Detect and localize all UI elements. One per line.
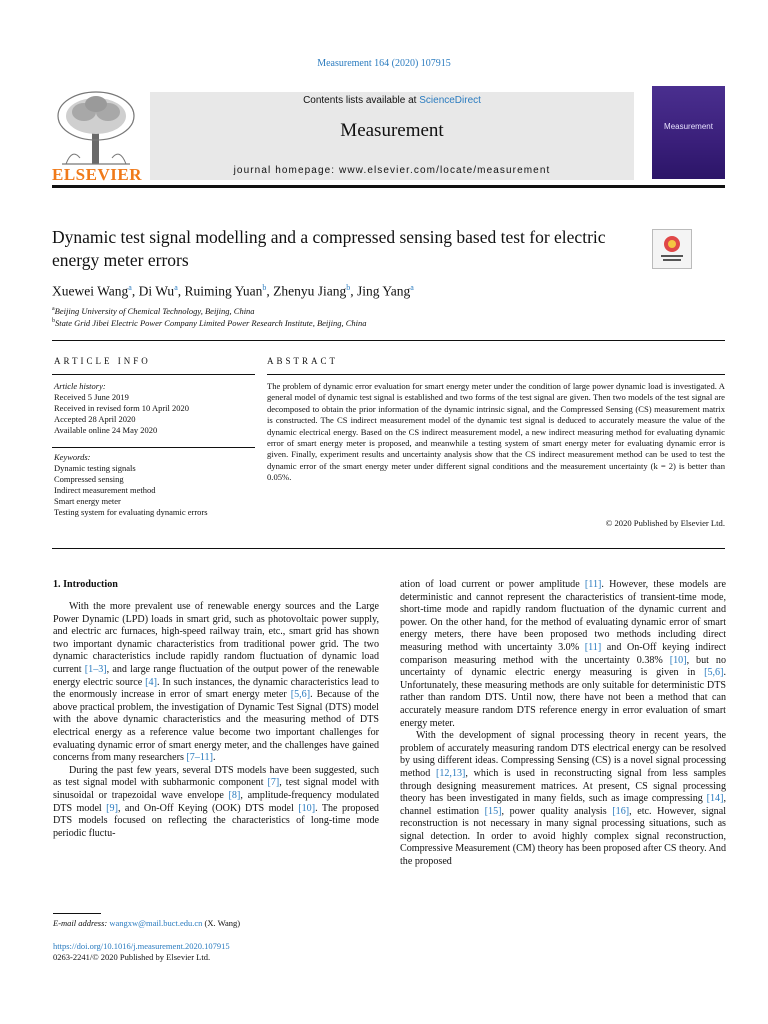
affiliation-marker[interactable]: a: [410, 283, 414, 292]
history-item: Received 5 June 2019: [54, 392, 129, 402]
reference-link[interactable]: [10]: [669, 654, 687, 666]
affiliation-marker[interactable]: b: [262, 283, 267, 292]
corresponding-author-footnote: [53, 918, 240, 928]
keyword: Indirect measurement method: [54, 485, 156, 495]
article-info-heading: ARTICLE INFO: [54, 356, 151, 366]
contents-prefix: Contents lists available at: [303, 95, 420, 106]
affiliation-marker[interactable]: b: [346, 283, 351, 292]
body-text: , and On-Off Keying (OOK) DTS model: [117, 802, 299, 814]
body-text: , amplitude-frequency modulated DTS model: [53, 789, 379, 814]
divider: [267, 374, 725, 375]
email-label: E-mail address:: [53, 918, 108, 928]
author-list: Xuewei Wang$^a$, Di Wu$^a$, Ruiming Yuan$^b$, Zhenyu Jiang$^b$, Jing Yang$^a$: [52, 283, 414, 299]
body-text: , channel estimation: [400, 793, 726, 817]
elsevier-wordmark: ELSEVIER: [52, 165, 142, 184]
body-text: and On-Off keying indirect comparison measuring method with the uncertainty 0.38%: [400, 641, 727, 666]
body-text: .: [212, 752, 216, 764]
body-column-right: [400, 579, 726, 869]
reference-link[interactable]: [11]: [584, 579, 602, 590]
author-name[interactable]: Jing Yang: [357, 283, 411, 299]
sciencedirect-link[interactable]: ScienceDirect: [419, 95, 481, 106]
keyword: Testing system for evaluating dynamic errors: [54, 507, 208, 517]
reference-link[interactable]: [5,6]: [704, 667, 724, 679]
reference-link[interactable]: [8]: [228, 789, 241, 801]
body-text: . Unfortunately, these measuring methods are only suitable for deterministic DTS rather than random DTS. Until now, there have not been a method that can accurately measure random DTS reference energy in error evaluation of smart energy meter.: [400, 667, 726, 729]
keyword: Smart energy meter: [54, 496, 121, 506]
reference-link[interactable]: [14]: [706, 793, 724, 805]
affiliation: [52, 306, 255, 316]
reference-link[interactable]: [4]: [145, 676, 157, 688]
email-link[interactable]: wangxw@mail.buct.edu.cn: [109, 918, 203, 928]
body-text: , which is used in reconstructing signal from less samples through designing measurement matrices. At present, CS signal processing theory has been investigated in many fields, such as image compressing: [400, 767, 726, 805]
journal-homepage[interactable]: journal homepage: www.elsevier.com/locate/measurement: [233, 165, 551, 176]
abstract-heading: ABSTRACT: [267, 356, 339, 366]
body-paragraph: [400, 730, 726, 869]
section-divider: [52, 340, 725, 341]
reference-link[interactable]: [7]: [267, 777, 280, 789]
header-divider: [52, 185, 725, 188]
keywords-label: Keywords:: [54, 452, 91, 462]
reference-link[interactable]: [10]: [298, 802, 316, 814]
journal-banner: [150, 92, 634, 180]
body-paragraph: [53, 601, 379, 765]
affiliation-key: a: [52, 306, 55, 313]
author-name[interactable]: Di Wu: [138, 283, 175, 299]
author-name[interactable]: Xuewei Wang: [52, 283, 129, 299]
body-text: With the more prevalent use of renewable energy sources and the Large Power Dynamic (LPD) loads in smart grid, such as photovoltaic power supply, and electric arc furnaces, high-speed railway train, etc., smart grid has shown two important dynamic characteristics from traditional power grid. The two dynamic characteristics include rapidly random fluctuation of dynamic load current: [53, 601, 379, 675]
affiliation: [52, 318, 367, 328]
body-text: , etc. However, signal reconstruction is not necessary in many signal processing situations, such as signal detection. In order to avoid highly complex signal reconstruction, Compressive Measurement (CM) theory has been proposed after CS theory. And the proposed: [400, 805, 726, 868]
author-name[interactable]: Zhenyu Jiang: [273, 283, 347, 299]
paper-title: Dynamic test signal modelling and a compressed sensing based test for electric energy meter errors: [52, 227, 606, 270]
reference-link[interactable]: [7–11]: [186, 752, 213, 764]
history-item: Available online 24 May 2020: [54, 425, 158, 435]
body-text: ation of load current or power amplitude: [400, 579, 585, 590]
contents-line: [150, 95, 634, 106]
divider: [52, 447, 255, 448]
body-paragraph: [400, 579, 726, 730]
affiliation-text: State Grid Jibei Electric Power Company Limited Power Research Institute, Beijing, China: [55, 318, 367, 328]
journal-title: Measurement: [340, 120, 444, 141]
body-text: , but no uncertainty of dynamic electric energy measuring is given in: [400, 654, 726, 679]
affiliation-marker[interactable]: a: [174, 283, 178, 292]
keywords: [54, 452, 254, 518]
body-text: . Because of the above practical problem, the investigation of Dynamic Test Signal (DTS) model with the above dynamic characteristics and the measuring method of DTS electrical energy as a reference value become two important challenges for evaluating dynamic error of smart energy meter, and the challenges have gained concerns from many researchers: [53, 689, 379, 764]
check-for-updates-icon: [653, 230, 691, 268]
article-history: [54, 381, 254, 436]
body-text: . The proposed DTS models focused on reflecting the characteristics of long-time mode periodic fluctu-: [53, 802, 379, 839]
body-text: . In such instances, the dynamic characteristics lead to the enormously increase in error of smart energy meter: [53, 676, 379, 701]
keyword: Compressed sensing: [54, 474, 124, 484]
issn-copyright: 0263-2241/© 2020 Published by Elsevier Ltd.: [53, 952, 211, 962]
divider: [52, 374, 255, 375]
reference-link[interactable]: [15]: [484, 805, 502, 817]
reference-link[interactable]: [16]: [612, 805, 630, 817]
reference-link[interactable]: [9]: [106, 802, 118, 814]
body-text: . However, these models are deterministic and cannot represent the characteristics of transient-time mode, short-time mode and rapidly random fluctuation of the dynamic current and power. On the other hand, for the method of evaluating dynamic error of smart energy meters, there have been proposed two methods including direct measuring method with uncertainty 3.0%: [400, 579, 726, 653]
body-paragraph: [53, 765, 379, 841]
history-item: Accepted 28 April 2020: [54, 414, 136, 424]
abstract-text: The problem of dynamic error evaluation for smart energy meter under the condition of large power dynamic load is investigated. A general model of dynamic test signal is established and two forms of the test signal are given. Then two models of the test signal are decomposed to obtain the prior information of the dynamic intrinsic signal, and the Compressed Sensing (CS) measurement matrix is constructed. The CS indirect measurement model of the dynamic test signal is deduced to accurately measure the value of the dynamic electrical energy. Based on the CS indirect measurement model, a new indirect measuring method for evaluating dynamic error of smart energy meter is proposed, and meanwhile a testing system of smart energy meter for evaluating dynamic error is given. Finally, experiment results and uncertainty analysis show that the CS indirect measurement method can be used to test the dynamic error of the smart energy meter under different signal conditions and the measurement uncertainty (k = 2) is better than 0.05%.: [267, 381, 725, 483]
body-text: , power quality analysis: [501, 805, 613, 817]
check-for-updates-badge[interactable]: [652, 229, 692, 269]
cover-title: Measurement: [664, 122, 713, 131]
reference-link[interactable]: [11]: [584, 641, 602, 653]
doi-link[interactable]: https://doi.org/10.1016/j.measurement.2020.107915: [53, 941, 230, 951]
affiliation-text: Beijing University of Chemical Technology, Beijing, China: [54, 306, 255, 316]
journal-citation-link[interactable]: Measurement 164 (2020) 107915: [317, 58, 451, 69]
body-text: With the development of signal processing theory in recent years, the problem of accurately measuring random DTS electrical energy can be resolved by using different ideas. Compressing Sensing (CS) is a novel signal processing method: [400, 730, 726, 779]
keyword: Dynamic testing signals: [54, 463, 136, 473]
affiliation-marker[interactable]: a: [128, 283, 132, 292]
section-heading: 1. Introduction: [53, 579, 118, 590]
author-name[interactable]: Ruiming Yuan: [184, 283, 263, 299]
body-text: , test signal model with sinusoidal or trapezoidal wave envelope: [53, 777, 379, 801]
body-text: During the past few years, several DTS models have been suggested, such as test signal model with subharmonic component: [53, 764, 379, 789]
body-column-left: [53, 601, 379, 840]
reference-link[interactable]: [5,6]: [290, 689, 311, 701]
history-item: Received in revised form 10 April 2020: [54, 403, 190, 413]
body-text: , and large range fluctuation of the output power of the renewable energy electric source: [53, 663, 379, 688]
history-label: Article history:: [54, 381, 106, 391]
reference-link[interactable]: [1–3]: [84, 663, 107, 675]
section-divider: [52, 548, 725, 549]
abstract-copyright: © 2020 Published by Elsevier Ltd.: [605, 518, 725, 528]
affiliation-key: b: [52, 318, 55, 325]
journal-cover-image[interactable]: [652, 86, 725, 179]
reference-link[interactable]: [12,13]: [435, 767, 466, 779]
footnote-divider: [53, 913, 101, 914]
email-owner: (X. Wang): [202, 918, 241, 928]
